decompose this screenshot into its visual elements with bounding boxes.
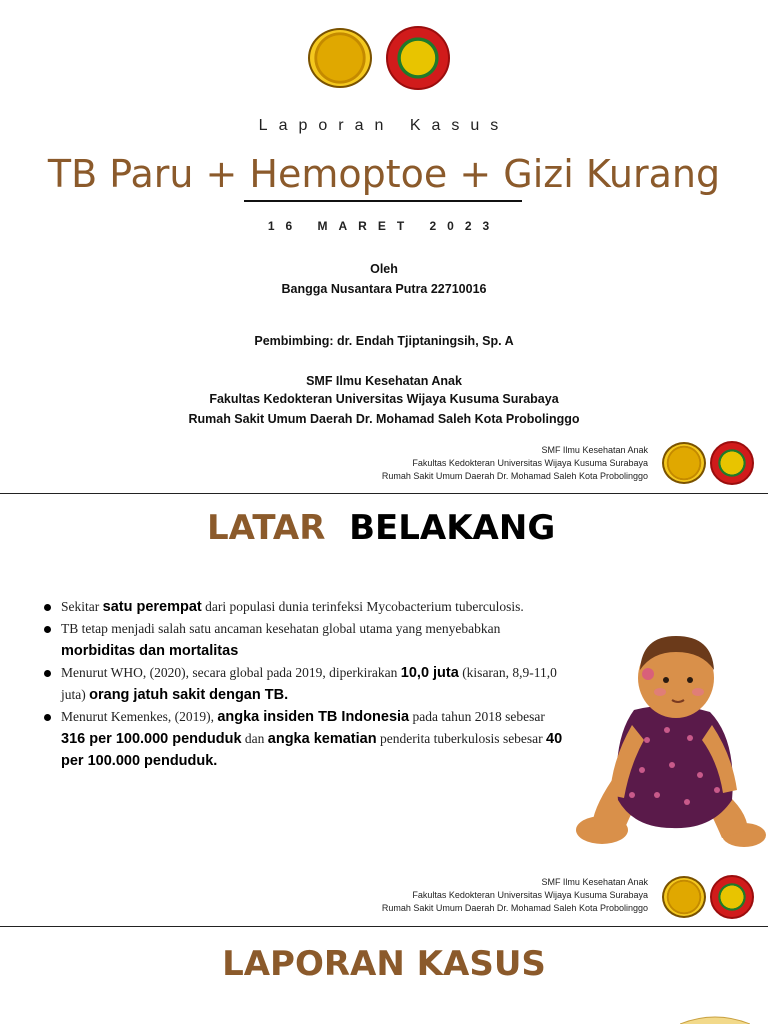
by-label: Oleh — [370, 262, 398, 276]
hospital-logo-small — [710, 441, 754, 485]
list-item: Sekitar satu perempat dari populasi dunia terinfeksi Mycobacterium tuberculosis. — [44, 596, 564, 618]
list-item: Menurut WHO, (2020), secara global pada 2019, diperkirakan 10,0 juta (kisaran, 8,9-11,0 juta) orang jatuh sakit dengan TB. — [44, 662, 564, 706]
footer-faculty: Fakultas Kedokteran Universitas Wijaya Kusuma Surabaya — [412, 890, 648, 900]
footer-faculty: Fakultas Kedokteran Universitas Wijaya Kusuma Surabaya — [412, 458, 648, 468]
faculty: Fakultas Kedokteran Universitas Wijaya Kusuma Surabaya — [209, 392, 559, 406]
bullet-list — [44, 596, 564, 772]
heading-latar: LATAR — [207, 508, 326, 548]
bullet-icon — [44, 604, 51, 611]
slide-divider — [0, 493, 768, 494]
university-logo-small — [662, 442, 706, 484]
heading-belakang: BELAKANG — [349, 508, 556, 548]
date: 16 MARET 2023 — [267, 219, 501, 233]
footer-hospital: Rumah Sakit Umum Daerah Dr. Mohamad Saleh Kota Probolinggo — [381, 471, 648, 481]
bullet-icon — [44, 714, 51, 721]
slide-divider — [0, 926, 768, 927]
footer-hospital: Rumah Sakit Umum Daerah Dr. Mohamad Saleh Kota Probolinggo — [381, 903, 648, 913]
slide-footer — [382, 876, 648, 915]
hospital-logo-small — [710, 875, 754, 919]
university-logo-small — [662, 876, 706, 918]
supervisor: Pembimbing: dr. Endah Tjiptaningsih, Sp. A — [254, 334, 514, 348]
list-item: TB tetap menjadi salah satu ancaman kesehatan global utama yang menyebabkan morbiditas dan mortalitas — [44, 618, 564, 662]
bullet-icon — [44, 670, 51, 677]
author-name: Bangga Nusantara Putra 22710016 — [281, 282, 487, 296]
footer-department: SMF Ilmu Kesehatan Anak — [541, 877, 648, 887]
slide-footer — [382, 444, 648, 483]
subtitle: Laporan Kasus — [258, 117, 510, 134]
page-title: TB Paru + Hemoptoe + Gizi Kurang — [47, 152, 721, 196]
baby-illustration — [572, 630, 768, 866]
hospital: Rumah Sakit Umum Daerah Dr. Mohamad Saleh Kota Probolinggo — [188, 412, 580, 426]
section-heading — [207, 508, 555, 548]
department: SMF Ilmu Kesehatan Anak — [306, 374, 462, 388]
section-heading-laporan: LAPORAN KASUS — [222, 944, 546, 984]
footer-department: SMF Ilmu Kesehatan Anak — [541, 445, 648, 455]
university-logo — [308, 28, 372, 88]
decoration-icon — [680, 1014, 750, 1024]
bullet-icon — [44, 626, 51, 633]
title-underline — [244, 200, 522, 202]
hospital-logo — [386, 26, 450, 90]
list-item: Menurut Kemenkes, (2019), angka insiden TB Indonesia pada tahun 2018 sebesar 316 per 100.000 penduduk dan angka kematian penderita tuberkulosis sebesar 40 per 100.000 penduduk. — [44, 706, 564, 772]
